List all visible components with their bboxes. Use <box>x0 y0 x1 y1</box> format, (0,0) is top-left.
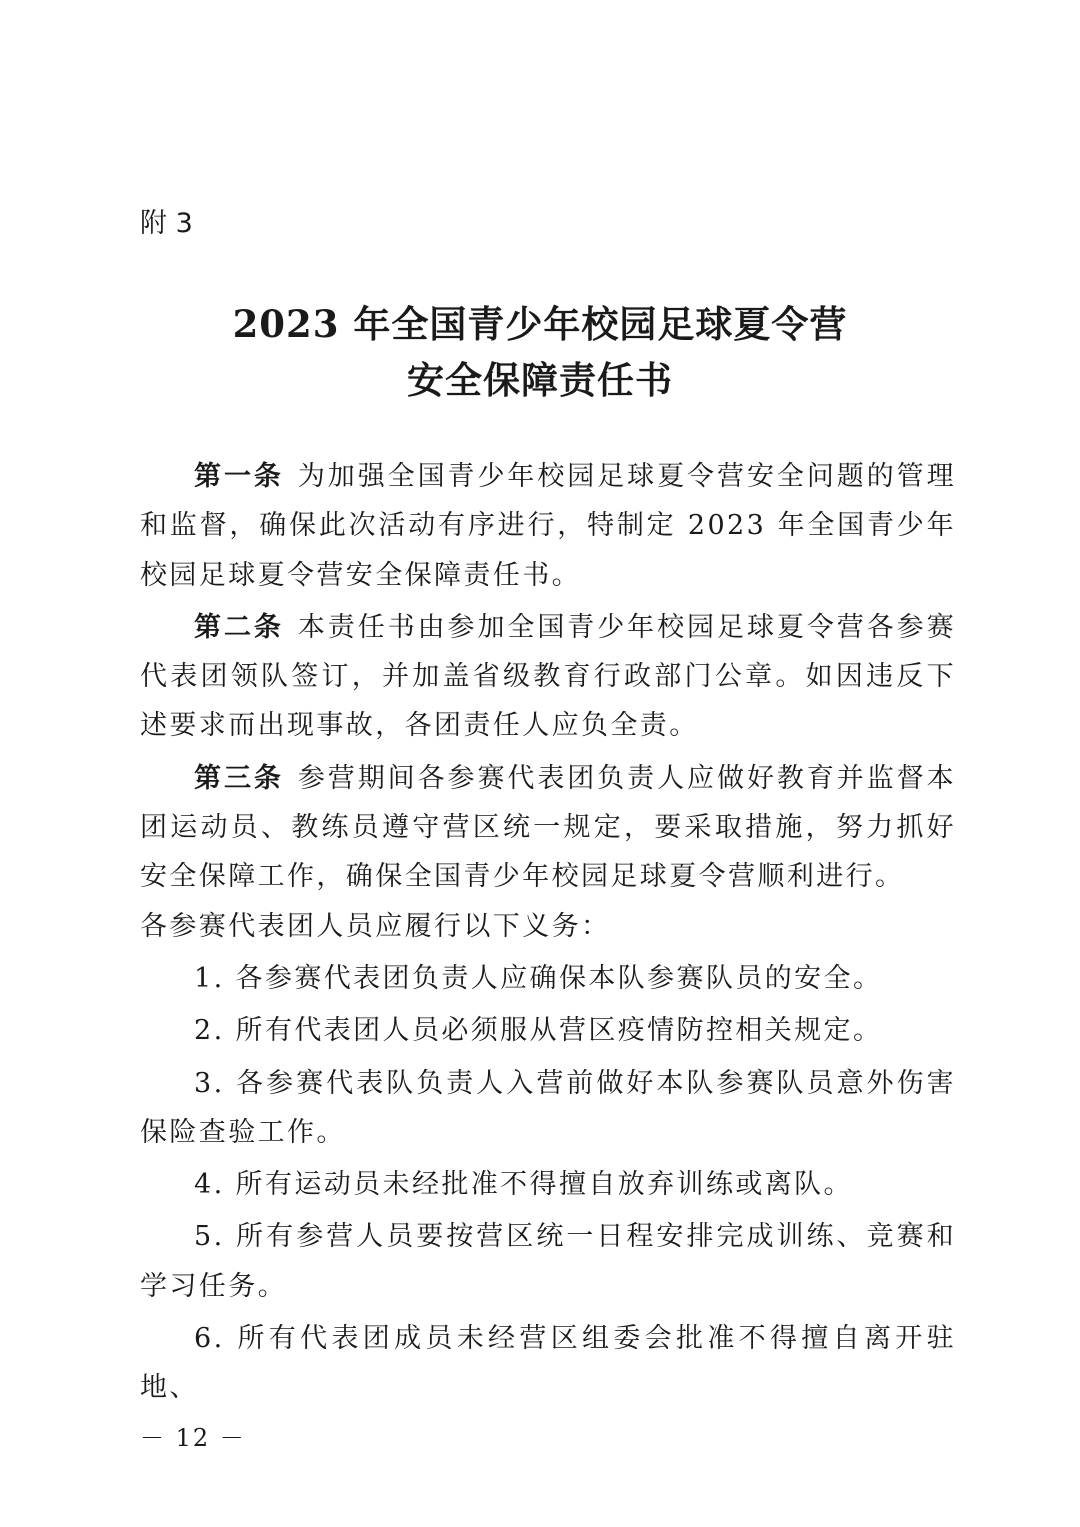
article-2-label: 第二条 <box>194 611 284 643</box>
duty-item-4: 4. 所有运动员未经批准不得擅自放弃训练或离队。 <box>194 1169 853 1201</box>
duty-item-5: 5. 所有参营人员要按营区统一日程安排完成训练、竞赛和学习任务。 <box>140 1221 956 1302</box>
title-line-2: 安全保障责任书 <box>407 358 673 402</box>
article-1-label: 第一条 <box>194 461 284 492</box>
duty-item-2: 2. 所有代表团人员必须服从营区疫情防控相关规定。 <box>194 1015 883 1047</box>
duty-item-3: 3. 各参赛代表队负责人入营前做好本队参赛队员意外伤害保险查验工作。 <box>140 1067 956 1148</box>
article-1 <box>140 452 956 600</box>
duties-intro: 各参赛代表团人员应履行以下义务： <box>140 910 611 942</box>
article-3 <box>140 754 956 902</box>
duty-item-6: 6. 所有代表团成员未经营区组委会批准不得擅自离开驻地、 <box>140 1323 956 1404</box>
page-number: － 12 － <box>140 1424 246 1452</box>
document-title <box>0 296 1080 408</box>
duty-item-1: 1. 各参赛代表团负责人应确保本队参赛队员的安全。 <box>194 962 883 994</box>
title-line-1: 2023 年全国青少年校园足球夏令营 <box>232 302 848 346</box>
article-3-label: 第三条 <box>194 762 284 794</box>
attachment-label: 附 3 <box>140 208 193 239</box>
article-3-text: 参营期间各参赛代表团负责人应做好教育并监督本团运动员、教练员遵守营区统一规定，要采取措施，努力抓好安全保障工作，确保全国青少年校园足球夏令营顺利进行。 <box>140 762 956 893</box>
document-body <box>140 452 956 1416</box>
article-1-text: 为加强全国青少年校园足球夏令营安全问题的管理和监督，确保此次活动有序进行，特制定 2023 年全国青少年校园足球夏令营安全保障责任书。 <box>140 461 956 591</box>
article-2 <box>140 603 956 751</box>
article-2-text: 本责任书由参加全国青少年校园足球夏令营各参赛代表团领队签订，并加盖省级教育行政部门公章。如因违反下述要求而出现事故，各团责任人应负全责。 <box>140 611 956 742</box>
